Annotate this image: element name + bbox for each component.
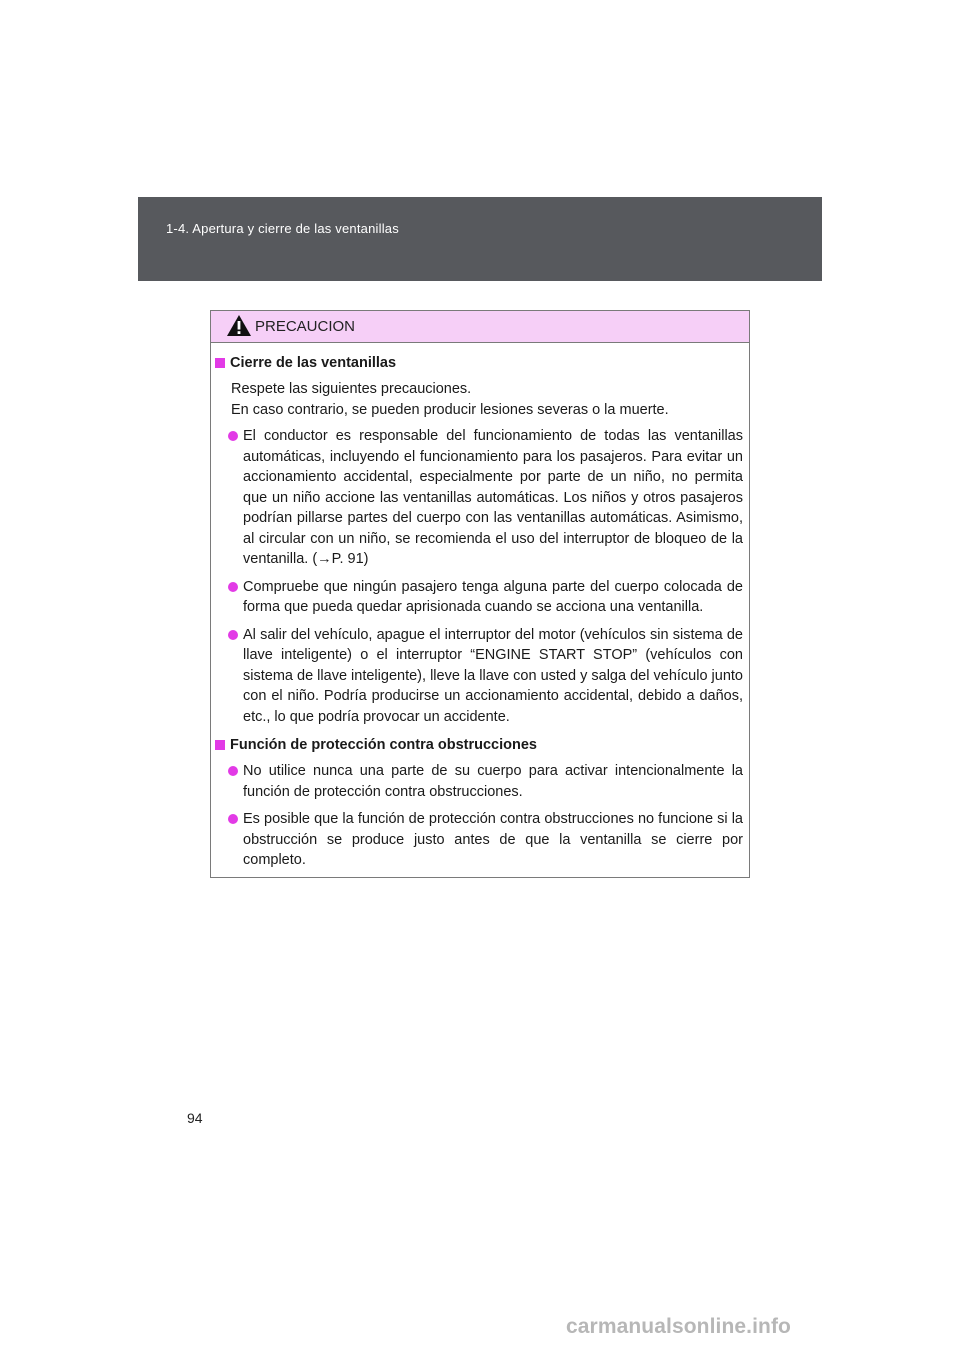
section-title-text: Función de protección contra obstrucciones <box>230 737 537 753</box>
list-item-text: El conductor es responsable del funcionamiento de todas las ventanillas automáticas, incluyendo el funcionamiento para los pasajeros. Para evitar un accionamiento accidental, especialmente por parte de un niño, no permita que un niño accione las ventanillas automáticas. Los niños y otros pasajeros podrían pillarse partes del cuerpo con las ventanillas automáticas. Asimismo, al circular con un niño, se recomienda el uso del interruptor de bloqueo de la ventanilla. (→P. 91) <box>243 428 743 567</box>
circle-bullet-icon <box>228 814 238 824</box>
list-item-text: Compruebe que ningún pasajero tenga alguna parte del cuerpo colocada de forma que pueda quedar aprisionada cuando se acciona una ventanilla. <box>243 578 743 615</box>
circle-bullet-icon <box>228 766 238 776</box>
section-title-window-closing <box>215 353 743 373</box>
circle-bullet-icon <box>228 431 238 441</box>
watermark: carmanualsonline.info <box>566 1315 791 1338</box>
list-item-text: Es posible que la función de protección contra obstrucciones no funcione si la obstrucción se produce justo antes de que la ventanilla se cierre por completo. <box>243 811 743 868</box>
square-bullet-icon <box>215 358 225 368</box>
intro-line: En caso contrario, se pueden producir lesiones severas o la muerte. <box>231 401 669 418</box>
circle-bullet-icon <box>228 630 238 640</box>
section-title-obstruction-protection <box>215 735 743 755</box>
list-item-text: Al salir del vehículo, apague el interruptor del motor (vehículos sin sistema de llave inteligente) o el interruptor “ENGINE START STOP” (vehículos con sistema de llave inteligente), lleve la llave con usted y salga del vehículo junto con el niño. Podría producirse un accionamiento accidental, debido a daños, etc., lo que podría provocar un accidente. <box>243 626 743 725</box>
caution-body <box>211 343 749 871</box>
caution-header <box>211 311 749 343</box>
intro-line: Respete las siguientes precauciones. <box>231 381 472 397</box>
section-title-text: Cierre de las ventanillas <box>230 355 397 371</box>
warning-icon <box>226 314 252 337</box>
list-item <box>243 809 743 871</box>
list-item <box>243 625 743 728</box>
list-item <box>243 761 743 802</box>
list-item-text: No utilice nunca una parte de su cuerpo para activar intencionalmente la función de protección contra obstrucciones. <box>243 763 743 800</box>
circle-bullet-icon <box>228 582 238 592</box>
chapter-header <box>138 197 822 281</box>
section-intro <box>231 379 743 420</box>
caution-box <box>210 310 750 878</box>
list-item <box>243 426 743 570</box>
chapter-title: 1-4. Apertura y cierre de las ventanillas <box>166 221 399 236</box>
list-item <box>243 577 743 618</box>
square-bullet-icon <box>215 740 225 750</box>
page-number: 94 <box>187 1110 203 1126</box>
caution-label: PRECAUCION <box>255 318 356 335</box>
